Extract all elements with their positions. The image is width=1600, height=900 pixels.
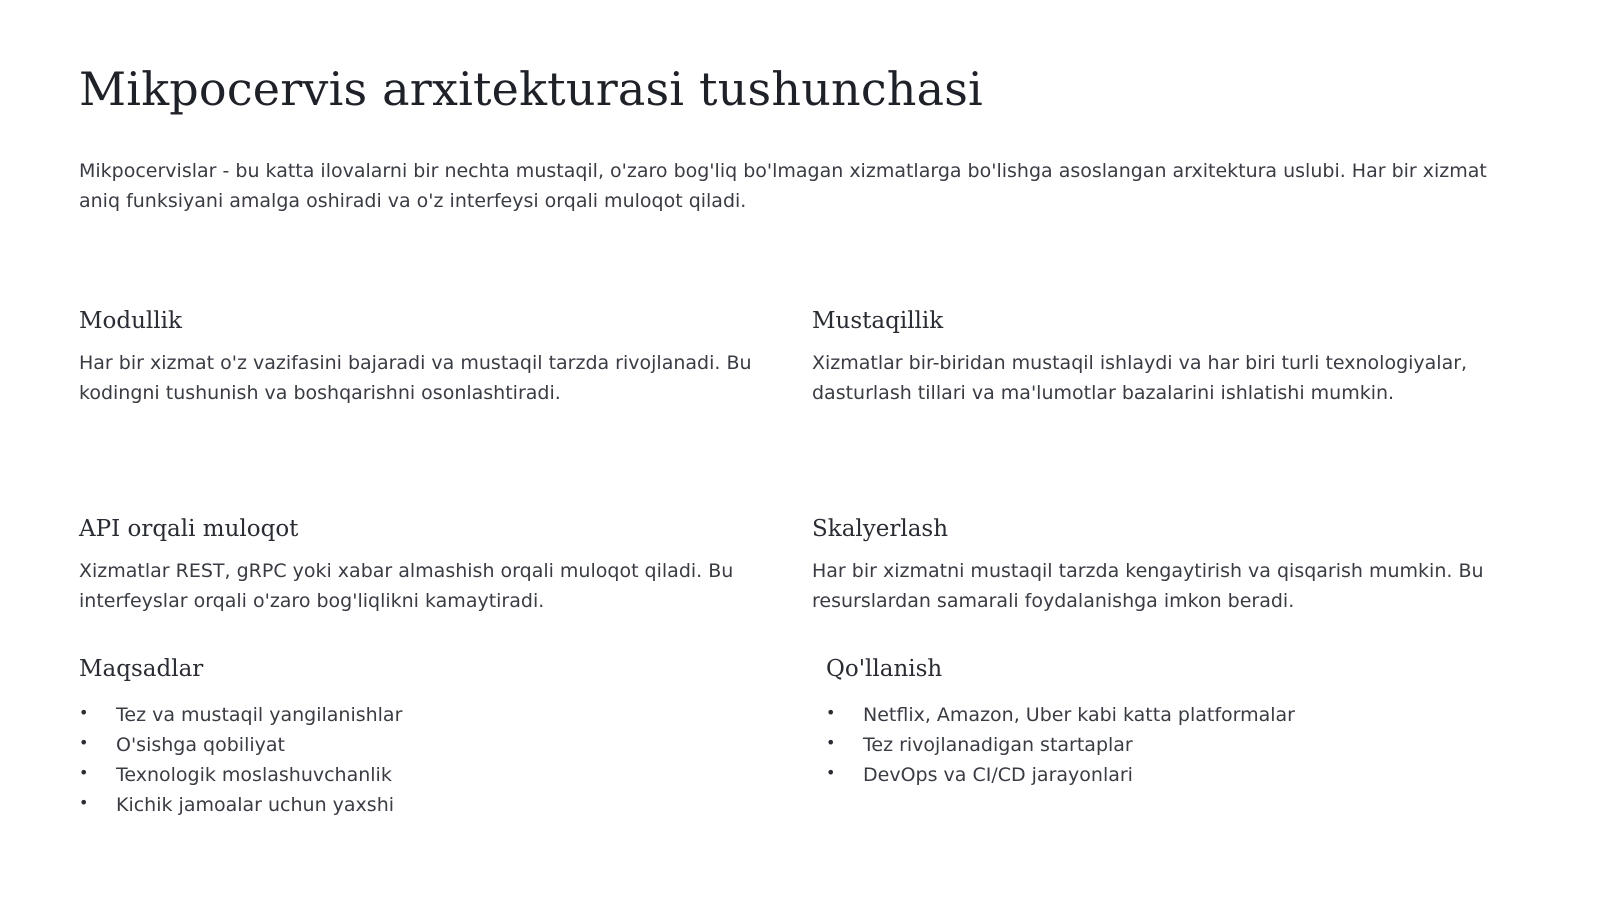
goals-list [79, 700, 759, 820]
card-text: Har bir xizmat o'z vazifasini bajaradi va mustaqil tarzda rivojlanadi. Bu kodingni tushunish va boshqarishni osonlashtiradi. [79, 352, 752, 404]
bullet-icon: • [79, 703, 89, 722]
slide-title: Mikpocervis arxitekturasi tushunchasi [79, 62, 983, 116]
list-item [826, 760, 1506, 790]
intro-paragraph: Mikpocervislar - bu katta ilovalarni bir nechta mustaqil, o'zaro bog'liq bo'lmagan xizmatlarga bo'lishga asoslangan arxitektura uslubi. Har bir xizmat aniq funksiyani amalga oshiradi va o'z interfeysi orqali muloqot qiladi. [79, 160, 1487, 212]
list-item [826, 730, 1506, 760]
usage-title: Qo'llanish [826, 656, 943, 682]
list-item [79, 760, 759, 790]
card-api-orqali-muloqot [79, 514, 759, 616]
card-title: Modullik [79, 308, 182, 334]
bullet-icon: • [79, 793, 89, 812]
list-item [79, 790, 759, 820]
card-text: Xizmatlar REST, gRPC yoki xabar almashish orqali muloqot qiladi. Bu interfeyslar orqali o'zaro bog'liqlikni kamaytiradi. [79, 560, 734, 612]
list-item-text: Texnologik moslashuvchanlik [116, 764, 392, 786]
bullet-icon: • [826, 763, 836, 782]
bullet-icon: • [826, 703, 836, 722]
goals-title: Maqsadlar [79, 656, 204, 682]
card-title: Skalyerlash [812, 516, 949, 542]
goals-section [79, 654, 759, 820]
bullet-icon: • [79, 763, 89, 782]
usage-list [826, 700, 1506, 790]
card-skalyerlash [812, 514, 1492, 616]
bullet-icon: • [826, 733, 836, 752]
card-text: Xizmatlar bir-biridan mustaqil ishlaydi va har biri turli texnologiyalar, dasturlash tillari va ma'lumotlar bazalarini ishlatishi mumkin. [812, 352, 1468, 404]
card-text: Har bir xizmatni mustaqil tarzda kengaytirish va qisqarish mumkin. Bu resurslardan samarali foydalanishga imkon beradi. [812, 560, 1484, 612]
card-title: API orqali muloqot [79, 516, 299, 542]
list-item-text: Tez va mustaqil yangilanishlar [116, 704, 403, 726]
usage-section [826, 654, 1506, 790]
card-title: Mustaqillik [812, 308, 944, 334]
card-modullik [79, 306, 759, 408]
list-item [79, 700, 759, 730]
list-item-text: DevOps va CI/CD jarayonlari [863, 764, 1133, 786]
card-mustaqillik [812, 306, 1492, 408]
list-item-text: O'sishga qobiliyat [116, 734, 285, 756]
list-item [79, 730, 759, 760]
list-item-text: Tez rivojlanadigan startaplar [863, 734, 1133, 756]
list-item [826, 700, 1506, 730]
list-item-text: Kichik jamoalar uchun yaxshi [116, 794, 395, 816]
bullet-icon: • [79, 733, 89, 752]
list-item-text: Netflix, Amazon, Uber kabi katta platformalar [863, 704, 1295, 726]
